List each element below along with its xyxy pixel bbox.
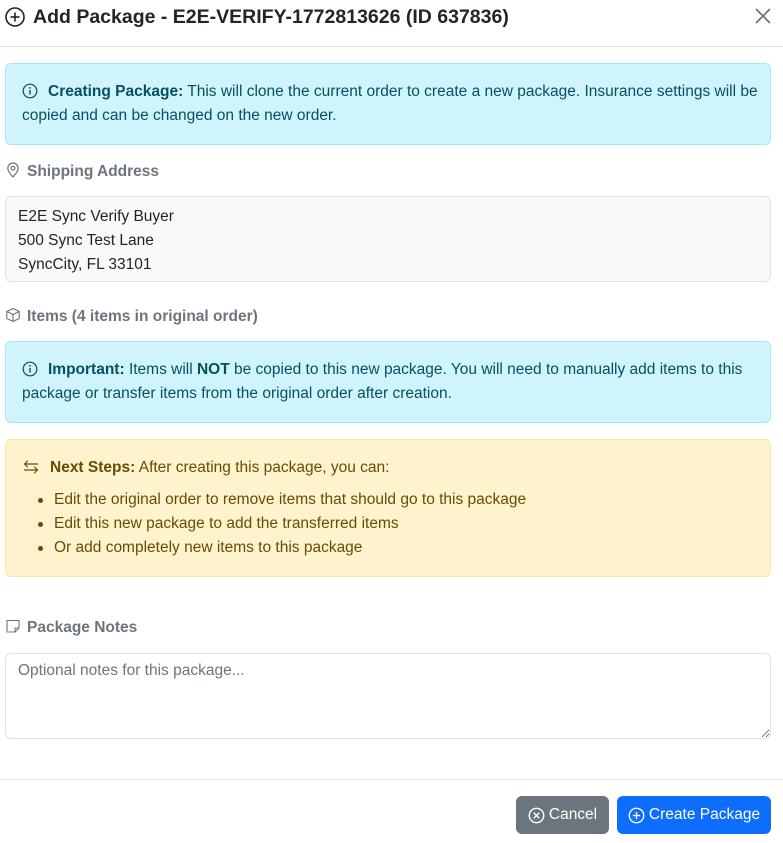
address-line-name: E2E Sync Verify Buyer bbox=[18, 208, 174, 225]
create-package-button-label: Create Package bbox=[648, 806, 761, 823]
important-text-before: Items will bbox=[124, 361, 197, 378]
list-item: Edit this new package to add the transferred items bbox=[22, 512, 758, 536]
modal-footer bbox=[0, 779, 783, 843]
info-circle-icon bbox=[22, 83, 38, 99]
next-steps-alert bbox=[5, 439, 771, 577]
package-notes-text: Package Notes bbox=[27, 619, 138, 636]
cancel-button[interactable] bbox=[516, 796, 609, 834]
items-label bbox=[5, 307, 258, 327]
list-item: Or add completely new items to this package bbox=[22, 536, 758, 560]
next-steps-text: After creating this package, you can: bbox=[135, 459, 390, 476]
box-icon bbox=[5, 307, 21, 323]
close-icon[interactable] bbox=[751, 4, 775, 28]
plus-circle-icon bbox=[4, 6, 26, 28]
x-circle-icon bbox=[528, 807, 545, 824]
modal-title: Add Package - E2E-VERIFY-1772813626 (ID 637836) bbox=[33, 6, 509, 28]
sticky-note-icon bbox=[5, 618, 21, 634]
important-text-after: be copied to this new package. You will need to manually add items to this package or transfer items from the original order after creation. bbox=[22, 361, 743, 402]
creating-package-heading: Creating Package: bbox=[48, 83, 184, 100]
arrows-left-right-icon bbox=[22, 459, 40, 475]
list-item: Edit the original order to remove items that should go to this package bbox=[22, 488, 758, 512]
next-steps-list bbox=[22, 488, 758, 560]
next-steps-heading: Next Steps: bbox=[50, 459, 136, 476]
create-package-button[interactable] bbox=[617, 796, 771, 834]
package-notes-label bbox=[5, 618, 137, 638]
address-line-street: 500 Sync Test Lane bbox=[18, 232, 154, 249]
modal-header bbox=[0, 0, 783, 47]
shipping-address-label bbox=[5, 162, 159, 182]
address-line-city: SyncCity, FL 33101 bbox=[18, 256, 152, 273]
items-label-text: Items (4 items in original order) bbox=[27, 308, 258, 325]
important-not: NOT bbox=[196, 361, 230, 378]
map-pin-icon bbox=[5, 162, 21, 178]
shipping-address-box bbox=[5, 196, 771, 282]
info-circle-icon bbox=[22, 361, 38, 377]
important-heading: Important: bbox=[48, 361, 125, 378]
creating-package-alert bbox=[5, 63, 771, 145]
plus-circle-icon bbox=[628, 807, 645, 824]
package-notes-input[interactable] bbox=[5, 653, 771, 739]
shipping-address-text: Shipping Address bbox=[27, 163, 160, 180]
important-alert bbox=[5, 341, 771, 423]
cancel-button-label: Cancel bbox=[548, 806, 598, 823]
creating-package-text: This will clone the current order to create a new package. Insurance settings will be copied and can be changed on the new order. bbox=[22, 83, 758, 124]
